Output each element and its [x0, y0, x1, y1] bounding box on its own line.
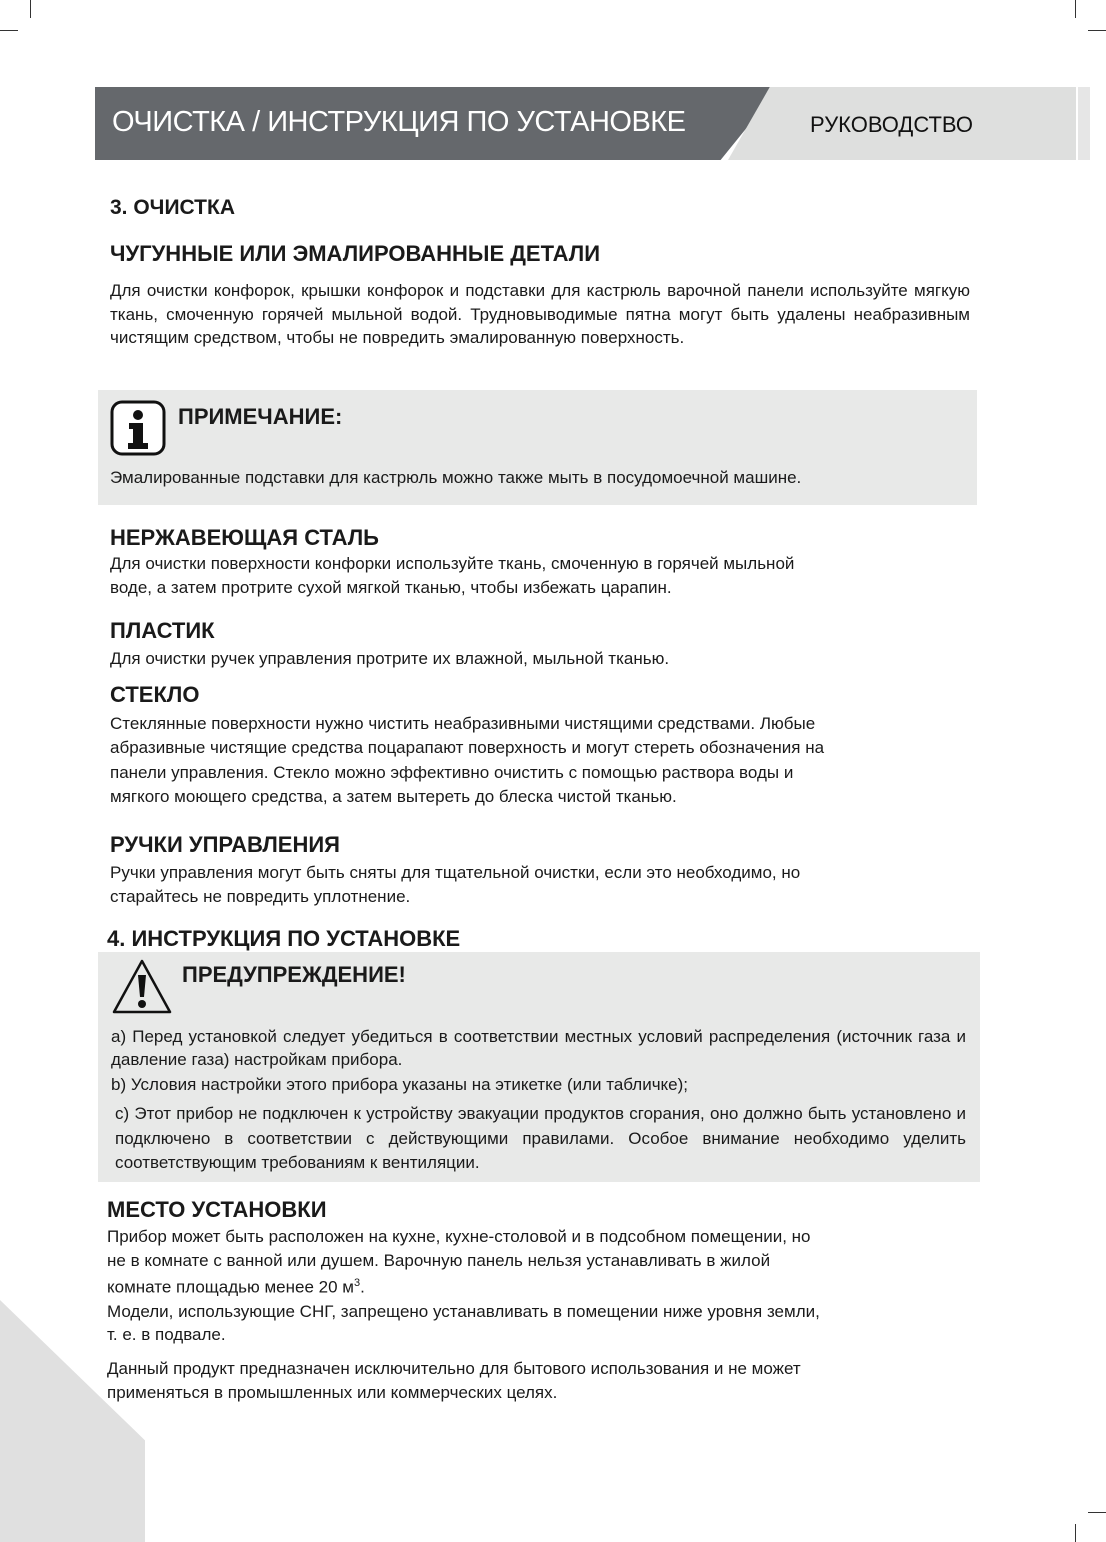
warning-icon — [111, 958, 173, 1016]
text-line: Для очистки ручек управления протрите их влажной, мыльной тканью. — [110, 649, 670, 668]
cast-text: Для очистки конфорок, крышки конфорок и подставки для кастрюль варочной панели используйте мягкую ткань, смоченную горячей мыльной водой. Трудновыводимые пятна могут быть удалены неабразивным чистящим средством, чтобы не повредить эмалированную поверхность. — [110, 281, 970, 347]
superscript: 3 — [353, 1277, 361, 1290]
steel-text — [110, 552, 794, 599]
text-line: Ручки управления могут быть сняты для тщательной очистки, если это необходимо, но — [110, 863, 801, 882]
cast-title: ЧУГУННЫЕ ИЛИ ЭМАЛИРОВАННЫЕ ДЕТАЛИ — [110, 241, 601, 266]
glass-title: СТЕКЛО — [110, 682, 200, 707]
warning-item-c: c) Этот прибор не подключен к устройству эвакуации продуктов сгорания, оно должно быть установлено и подключено в соответствии с действующими правилами. Особое внимание необходимо уделить соответствующим требованиям к вентиляции. — [115, 1104, 966, 1172]
note-box — [98, 390, 977, 505]
plastic-text — [110, 647, 669, 671]
header-strip — [1078, 87, 1090, 160]
text-line — [107, 1272, 820, 1299]
text-line: т. е. в подвале. — [107, 1325, 226, 1345]
text-line: воде, а затем протрите сухой мягкой тканью, чтобы избежать царапин. — [110, 577, 672, 597]
plastic-title: ПЛАСТИК — [110, 618, 215, 643]
header-tab-label: РУКОВОДСТВО — [810, 112, 973, 137]
crop-mark — [1088, 1512, 1106, 1513]
section-3-title: 3. ОЧИСТКА — [110, 196, 235, 219]
text-line: применяться в промышленных или коммерческих целях. — [107, 1382, 558, 1402]
text-line: Модели, использующие СНГ, запрещено устанавливать в помещении ниже уровня земли, — [107, 1301, 820, 1321]
knobs-title: РУЧКИ УПРАВЛЕНИЯ — [110, 832, 340, 857]
crop-mark — [1075, 0, 1076, 18]
note-title: ПРИМЕЧАНИЕ: — [178, 404, 343, 429]
text-line: мягкого моющего средства, а затем вытереть до блеска чистой тканью. — [110, 786, 677, 806]
text-line: Данный продукт предназначен исключительно для бытового использования и не может — [107, 1359, 801, 1379]
warning-box — [98, 952, 980, 1182]
text-line: панели управления. Стекло можно эффективно очистить с помощью раствора воды и — [110, 762, 794, 782]
place-title: МЕСТО УСТАНОВКИ — [107, 1197, 327, 1222]
knobs-text — [110, 861, 800, 909]
text-segment: . — [360, 1278, 365, 1298]
text-line: старайтесь не повредить уплотнение. — [110, 887, 411, 906]
glass-text — [110, 712, 824, 809]
crop-mark — [1088, 30, 1106, 31]
place-text — [107, 1225, 820, 1405]
header-title: ОЧИСТКА / ИНСТРУКЦИЯ ПО УСТАНОВКЕ — [112, 106, 686, 138]
warning-item-b: b) Условия настройки этого прибора указаны на этикетке (или табличке); — [111, 1075, 689, 1094]
text-line: Прибор может быть расположен на кухне, кухне-столовой и в подсобном помещении, но — [107, 1227, 811, 1246]
crop-mark — [30, 0, 31, 18]
section-4-title: 4. ИНСТРУКЦИЯ ПО УСТАНОВКЕ — [107, 926, 461, 951]
warning-title: ПРЕДУПРЕЖДЕНИЕ! — [182, 962, 406, 987]
text-segment: комнате площадью менее 20 м — [107, 1278, 354, 1298]
text-line: Для очистки поверхности конфорки используйте ткань, смоченную в горячей мыльной — [110, 554, 795, 573]
crop-mark — [0, 30, 18, 31]
note-text: Эмалированные подставки для кастрюль можно также мыть в посудомоечной машине. — [110, 468, 802, 487]
crop-mark — [1075, 1524, 1076, 1542]
steel-title: НЕРЖАВЕЮЩАЯ СТАЛЬ — [110, 525, 379, 550]
text-line: Стеклянные поверхности нужно чистить неабразивными чистящими средствами. Любые — [110, 714, 816, 733]
info-icon — [110, 400, 166, 456]
warning-item-a: a) Перед установкой следует убедиться в соответствии местных условий распределения (источник газа и давление газа) настройкам прибора. — [111, 1027, 966, 1069]
text-line: не в комнате с ванной или душем. Варочную панель нельзя устанавливать в жилой — [107, 1250, 771, 1270]
text-line: абразивные чистящие средства поцарапают поверхность и могут стереть обозначения на — [110, 738, 825, 758]
